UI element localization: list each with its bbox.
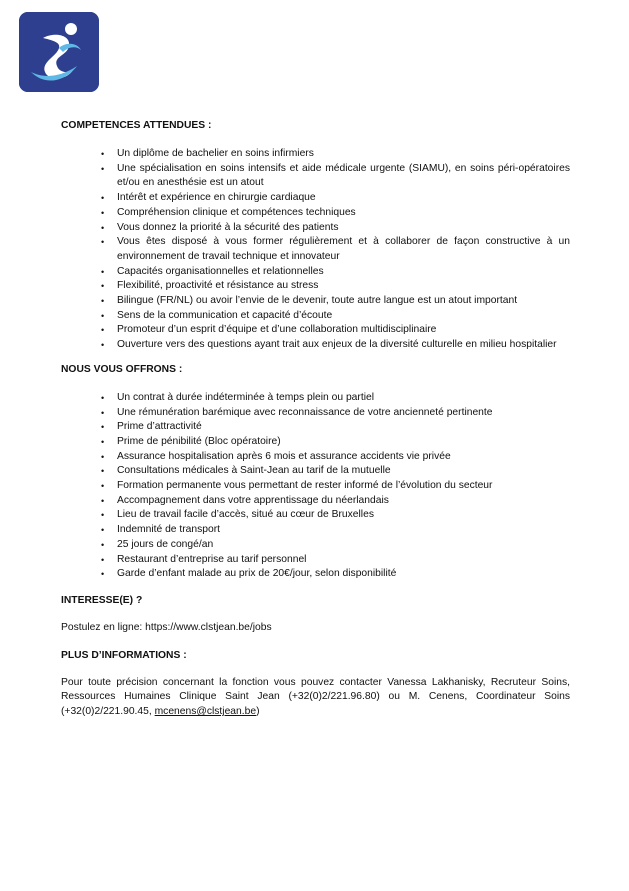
list-item bbox=[61, 391, 570, 406]
bullet-icon: • bbox=[101, 510, 105, 521]
bullet-icon: • bbox=[101, 451, 105, 462]
list-item bbox=[61, 279, 570, 294]
list-item-text: Ouverture vers des questions ayant trait aux enjeux de la diversité culturelle en milieu hospitalier bbox=[117, 339, 557, 351]
contact-closing: ) bbox=[256, 706, 260, 718]
list-item bbox=[61, 191, 570, 206]
list-item-text: Une rémunération barémique avec reconnaissance de votre ancienneté pertinente bbox=[117, 406, 493, 418]
list-item bbox=[61, 567, 570, 582]
bullet-icon: • bbox=[101, 407, 105, 418]
list-item-text: Lieu de travail facile d’accès, situé au cœur de Bruxelles bbox=[117, 509, 374, 521]
list-item bbox=[61, 508, 570, 523]
logo-emblem-icon bbox=[19, 12, 99, 92]
section-infos bbox=[61, 649, 570, 720]
list-item-text: Assurance hospitalisation après 6 mois et assurance accidents vie privée bbox=[117, 450, 451, 462]
list-item bbox=[61, 523, 570, 538]
list-item bbox=[61, 323, 570, 338]
bullet-icon: • bbox=[101, 296, 105, 307]
bullet-icon: • bbox=[101, 436, 105, 447]
section-title-interesse: INTERESSE(E) ? bbox=[61, 594, 143, 606]
contact-text: Pour toute précision concernant la fonction vous pouvez contacter Vanessa Lakhanisky, Recruteur Soins, Ressources Humaines Clinique Saint Jean (+32(0)2/221.96.80) ou M. Cenens, Coordinateur Soins (+32(0)2/221.90.45, bbox=[61, 676, 570, 718]
clinique-saint-jean-logo bbox=[19, 12, 99, 92]
offrons-list bbox=[61, 391, 570, 582]
list-item-text: Un contrat à durée indéterminée à temps plein ou partiel bbox=[117, 391, 374, 403]
list-item bbox=[61, 338, 570, 353]
list-item-text: Un diplôme de bachelier en soins infirmiers bbox=[117, 148, 314, 159]
list-item-text: 25 jours de congé/an bbox=[117, 538, 214, 550]
bullet-icon: • bbox=[101, 325, 105, 336]
section-offrons bbox=[61, 363, 570, 582]
list-item bbox=[61, 221, 570, 236]
list-item-text: Sens de la communication et capacité d’écoute bbox=[117, 309, 333, 321]
section-title-infos: PLUS D’INFORMATIONS : bbox=[61, 649, 187, 661]
contact-paragraph bbox=[61, 676, 570, 720]
list-item-text: Flexibilité, proactivité et résistance au stress bbox=[117, 280, 319, 292]
bullet-icon: • bbox=[101, 149, 105, 159]
bullet-icon: • bbox=[101, 281, 105, 292]
list-item bbox=[61, 479, 570, 494]
list-item-text: Une spécialisation en soins intensifs et aide médicale urgente (SIAMU), en soins péri-opératoires et/ou en anesthésie est un atout bbox=[117, 162, 570, 189]
list-item bbox=[61, 147, 570, 162]
list-item bbox=[61, 162, 570, 191]
list-item bbox=[61, 294, 570, 309]
bullet-icon: • bbox=[101, 340, 105, 351]
list-item bbox=[61, 435, 570, 450]
list-item bbox=[61, 553, 570, 568]
list-item-text: Prime de pénibilité (Bloc opératoire) bbox=[117, 435, 281, 447]
bullet-icon: • bbox=[101, 163, 105, 174]
list-item bbox=[61, 450, 570, 465]
apply-online-text: Postulez en ligne: https://www.clstjean.be/jobs bbox=[61, 621, 272, 633]
section-competences bbox=[61, 119, 570, 353]
list-item bbox=[61, 265, 570, 280]
list-item-text: Formation permanente vous permettant de rester informé de l’évolution du secteur bbox=[117, 480, 493, 492]
list-item bbox=[61, 420, 570, 435]
list-item-text: Intérêt et expérience en chirurgie cardiaque bbox=[117, 192, 316, 204]
list-item-text: Garde d’enfant malade au prix de 20€/jour, selon disponibilité bbox=[117, 568, 397, 580]
bullet-icon: • bbox=[101, 539, 105, 550]
bullet-icon: • bbox=[101, 495, 105, 506]
list-item-text: Compréhension clinique et compétences techniques bbox=[117, 206, 356, 218]
list-item-text: Vous donnez la priorité à la sécurité des patients bbox=[117, 221, 339, 233]
list-item bbox=[61, 309, 570, 324]
list-item bbox=[61, 235, 570, 264]
bullet-icon: • bbox=[101, 237, 105, 248]
bullet-icon: • bbox=[101, 310, 105, 321]
bullet-icon: • bbox=[101, 392, 105, 403]
list-item-text: Consultations médicales à Saint-Jean au tarif de la mutuelle bbox=[117, 465, 391, 477]
bullet-icon: • bbox=[101, 207, 105, 218]
bullet-icon: • bbox=[101, 466, 105, 477]
list-item-text: Indemnité de transport bbox=[117, 524, 221, 536]
section-interesse bbox=[61, 594, 570, 636]
bullet-icon: • bbox=[101, 569, 105, 580]
list-item bbox=[61, 406, 570, 421]
list-item-text: Bilingue (FR/NL) ou avoir l’envie de le devenir, toute autre langue est un atout important bbox=[117, 295, 518, 307]
list-item-text: Promoteur d’un esprit d’équipe et d’une collaboration multidisciplinaire bbox=[117, 324, 437, 336]
list-item bbox=[61, 538, 570, 553]
list-item bbox=[61, 464, 570, 479]
bullet-icon: • bbox=[101, 554, 105, 565]
bullet-icon: • bbox=[101, 266, 105, 277]
bullet-icon: • bbox=[101, 222, 105, 233]
list-item-text: Accompagnement dans votre apprentissage du néerlandais bbox=[117, 494, 389, 506]
document-body bbox=[61, 119, 570, 720]
list-item-text: Prime d’attractivité bbox=[117, 421, 202, 433]
list-item bbox=[61, 494, 570, 509]
email-link[interactable]: mcenens@clstjean.be bbox=[154, 706, 257, 718]
section-title-offrons: NOUS VOUS OFFRONS : bbox=[61, 363, 183, 375]
list-item-text: Capacités organisationnelles et relationnelles bbox=[117, 265, 324, 277]
list-item-text: Restaurant d’entreprise au tarif personnel bbox=[117, 553, 307, 565]
bullet-icon: • bbox=[101, 422, 105, 433]
bullet-icon: • bbox=[101, 525, 105, 536]
list-item-text: Vous êtes disposé à vous former régulièrement et à collaborer de façon constructive à un environnement de travail technique et innovateur bbox=[117, 236, 570, 262]
bullet-icon: • bbox=[101, 481, 105, 492]
section-title-competences: COMPETENCES ATTENDUES : bbox=[61, 120, 212, 131]
competences-list bbox=[61, 147, 570, 353]
bullet-icon: • bbox=[101, 193, 105, 204]
list-item bbox=[61, 206, 570, 221]
